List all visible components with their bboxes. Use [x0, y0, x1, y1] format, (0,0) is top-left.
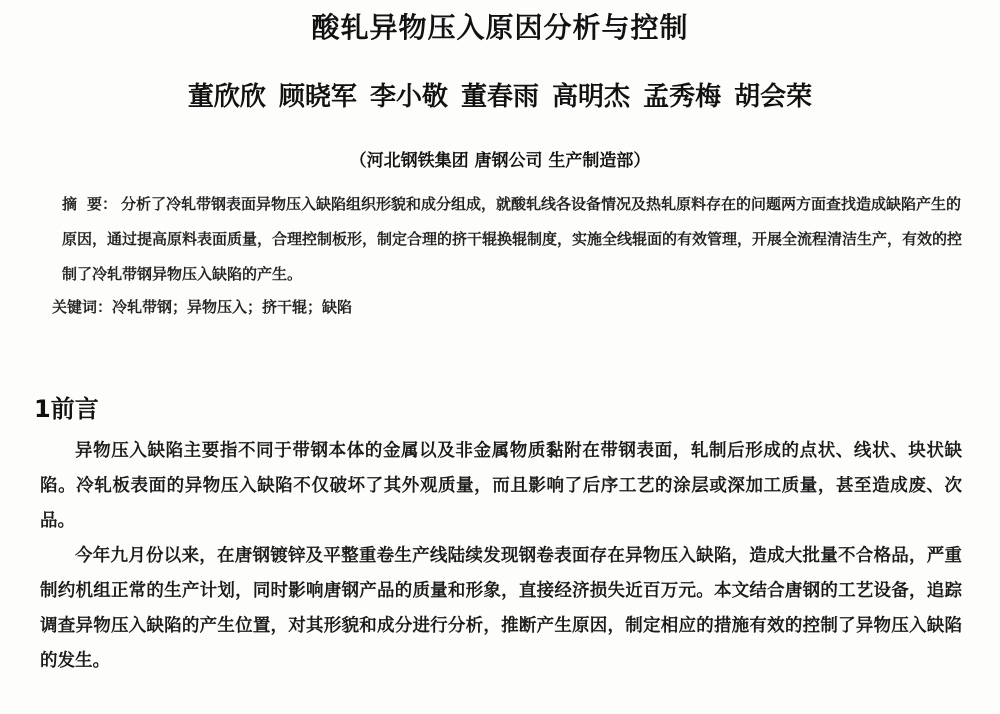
- section-title: 前言: [50, 395, 99, 423]
- paragraph: 今年九月份以来，在唐钢镀锌及平整重卷生产线陆续发现钢卷表面存在异物压入缺陷，造成大批量不合格品，严重制约机组正常的生产计划，同时影响唐钢产品的质量和形象，直接经济损失近百万元。本文结合唐钢的工艺设备，追踪调查异物压入缺陷的产生位置，对其形貌和成分进行分析，推断产生原因，制定相应的措施有效的控制了异物压入缺陷的发生。: [40, 546, 962, 671]
- paper-title: 酸轧异物压入原因分析与控制: [311, 11, 689, 44]
- abstract-label-1: 摘: [62, 195, 78, 213]
- keywords-label: 关键词：: [52, 298, 113, 316]
- affiliation: （河北钢铁集团 唐钢公司 生产制造部）: [349, 151, 651, 171]
- abstract-label-2: 要：: [87, 195, 118, 213]
- keywords-text: 冷轧带钢；异物压入；挤干辊；缺陷: [112, 298, 353, 316]
- paragraph: 异物压入缺陷主要指不同于带钢本体的金属以及非金属物质黏附在带钢表面，轧制后形成的点状、线状、块状缺陷。冷轧板表面的异物压入缺陷不仅破坏了其外观质量，而且影响了后序工艺的涂层或深加工质量，甚至造成废、次品。: [40, 441, 962, 531]
- body-text: [40, 434, 962, 679]
- section-number: 1: [34, 395, 51, 423]
- abstract-text: 分析了冷轧带钢表面异物压入缺陷组织形貌和成分组成，就酸轧线各设备情况及热轧原料存在的问题两方面查找造成缺陷产生的原因，通过提高原料表面质量，合理控制板形，制定合理的挤干辊换辊制度，实施全线辊面的有效管理，开展全流程清洁生产，有效的控制了冷轧带钢异物压入缺陷的产生。: [62, 195, 963, 283]
- author-list: 董欣欣 顾晓军 李小敬 董春雨 高明杰 孟秀梅 胡会荣: [187, 82, 813, 112]
- keywords: [52, 296, 952, 317]
- abstract: [62, 187, 962, 292]
- section-heading: [34, 389, 99, 424]
